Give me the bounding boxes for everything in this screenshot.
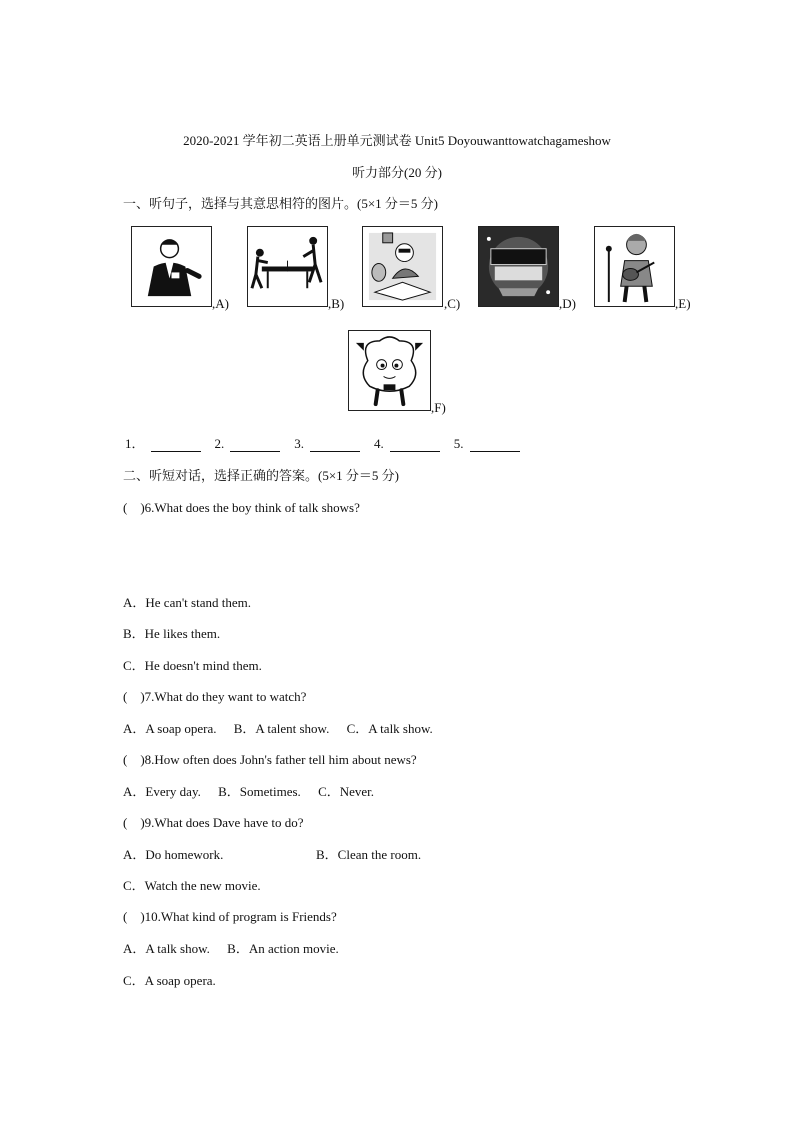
section1-heading: 一、听句子，选择与其意思相符的图片。(5×1 分＝5 分) — [123, 196, 438, 211]
question-7-stem: ( )7.What do they want to watch? — [123, 689, 307, 704]
question-7-option-b[interactable]: B．A talent show. — [233, 721, 330, 736]
question-7-options — [123, 718, 447, 737]
page-title: 2020-2021 学年初二英语上册单元测试卷 Unit5 Doyouwanttowatchagameshow — [183, 133, 611, 148]
picture-d — [478, 226, 559, 307]
question-10-option-c[interactable]: C．A soap opera. — [123, 973, 216, 988]
question-10-options — [123, 938, 353, 957]
answer-blank-5[interactable]: 5. — [454, 433, 520, 452]
picture-e — [594, 226, 675, 307]
question-9-option-b[interactable]: B．Clean the room. — [316, 847, 422, 862]
answer-blanks — [125, 433, 520, 452]
picture-d-label: ,D) — [559, 296, 576, 311]
singer-with-guitar-icon — [595, 227, 674, 306]
question-9-stem: ( )9.What does Dave have to do? — [123, 815, 304, 830]
question-9-option-c[interactable]: C．Watch the new movie. — [123, 878, 261, 893]
answer-blank-1[interactable]: 1． — [125, 433, 201, 452]
picture-b-label: ,B) — [328, 296, 345, 311]
question-10-stem: ( )10.What kind of program is Friends? — [123, 909, 337, 924]
picture-f — [348, 330, 431, 411]
picture-a-label: ,A) — [212, 296, 229, 311]
question-10-option-a[interactable]: A．A talk show. — [123, 941, 210, 956]
picture-c — [362, 226, 443, 307]
question-6-stem: ( )6.What does the boy think of talk shows? — [123, 500, 360, 515]
picture-c-label: ,C) — [444, 296, 461, 311]
question-8-option-b[interactable]: B．Sometimes. — [218, 784, 301, 799]
question-7-option-c[interactable]: C．A talk show. — [346, 721, 433, 736]
section-subtitle: 听力部分(20 分) — [352, 165, 442, 180]
question-6-option-c[interactable]: C．He doesn't mind them. — [123, 658, 262, 673]
answer-blank-4[interactable]: 4. — [374, 433, 440, 452]
ping-pong-players-icon — [248, 227, 327, 306]
man-in-suit-icon — [132, 227, 211, 306]
answer-blank-2[interactable]: 2. — [215, 433, 281, 452]
question-7-option-a[interactable]: A．A soap opera. — [123, 721, 217, 736]
tv-show-logo-icon — [479, 227, 558, 306]
student-at-desk-icon — [363, 227, 442, 306]
question-10-option-b[interactable]: B．An action movie. — [227, 941, 339, 956]
question-8-option-c[interactable]: C．Never. — [318, 784, 375, 799]
question-8-options — [123, 781, 388, 800]
picture-e-label: ,E) — [675, 296, 691, 311]
picture-f-label: ,F) — [431, 400, 446, 415]
question-8-option-a[interactable]: A．Every day. — [123, 784, 201, 799]
question-6-option-a[interactable]: A．He can't stand them. — [123, 595, 251, 610]
picture-b — [247, 226, 328, 307]
question-9-option-a[interactable]: A．Do homework. — [123, 847, 224, 862]
cartoon-sheep-icon — [349, 331, 430, 410]
section2-heading: 二、听短对话，选择正确的答案。(5×1 分＝5 分) — [123, 468, 399, 483]
answer-blank-3[interactable]: 3. — [294, 433, 360, 452]
question-8-stem: ( )8.How often does John's father tell him about news? — [123, 752, 417, 767]
question-6-option-b[interactable]: B．He likes them. — [123, 626, 221, 641]
picture-a — [131, 226, 212, 307]
